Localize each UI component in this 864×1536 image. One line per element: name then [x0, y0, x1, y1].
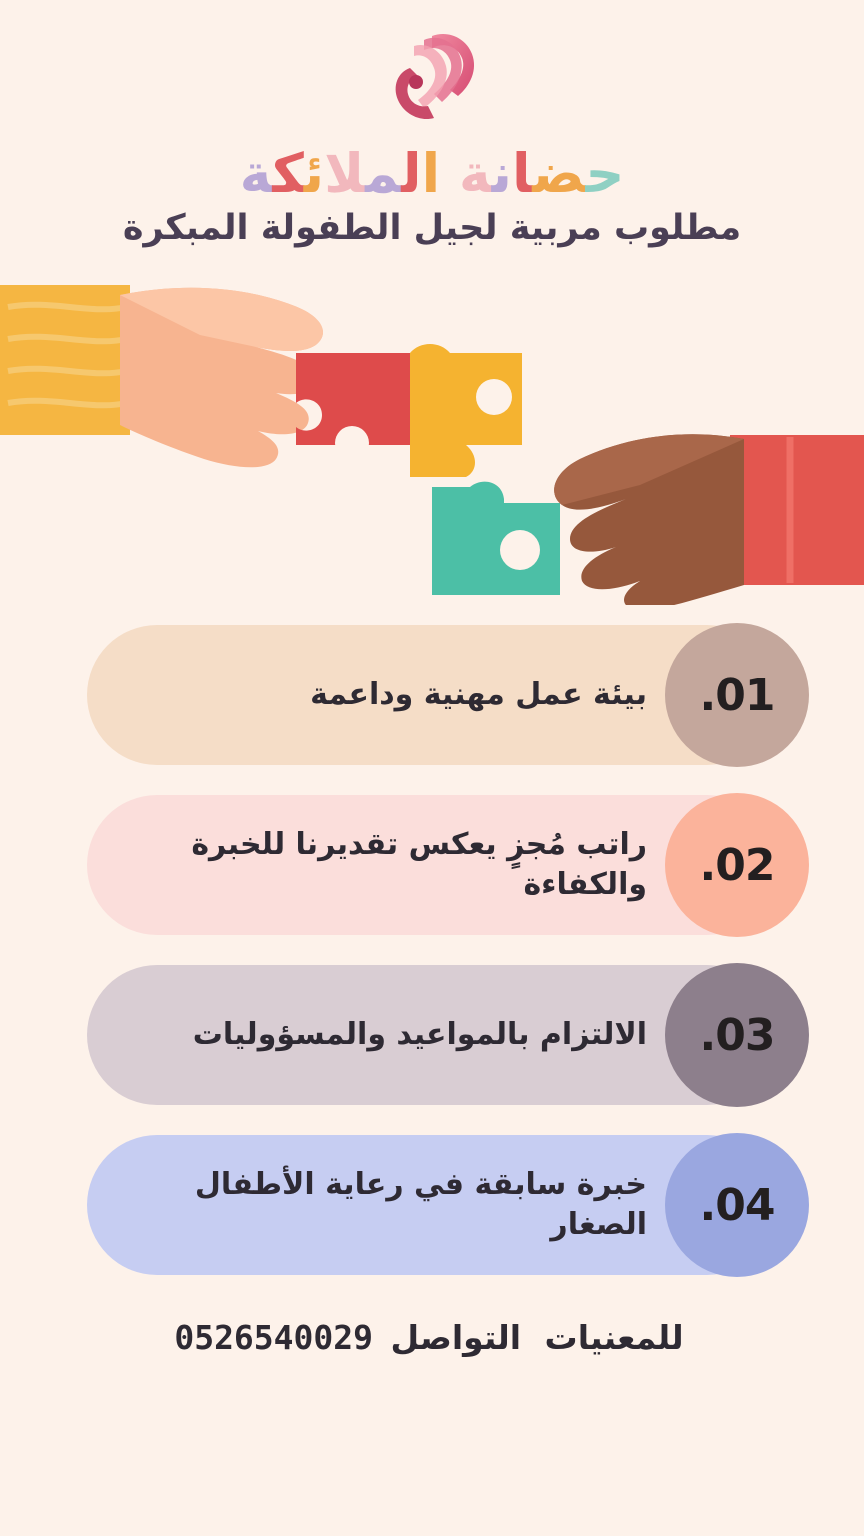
contact-prefix: للمعنيات	[544, 1318, 684, 1357]
benefit-text-4: خبرة سابقة في رعاية الأطفال الصغار	[194, 1166, 647, 1242]
benefit-row-4	[87, 1135, 777, 1275]
benefits-list	[0, 625, 864, 1305]
two-hands-puzzle-illustration	[0, 255, 864, 605]
benefit-text-3: الالتزام بالمواعيد والمسؤوليات	[192, 1016, 647, 1052]
contact-footer	[0, 1318, 864, 1357]
benefit-number-1: 01.	[665, 623, 809, 767]
benefit-number-2: 02.	[665, 793, 809, 937]
benefit-row-3	[87, 965, 777, 1105]
benefit-number-4: 04.	[665, 1133, 809, 1277]
benefit-text-2: راتب مُجزٍ يعكس تقديرنا للخبرة والكفاءة	[191, 826, 647, 902]
benefit-row-1	[87, 625, 777, 765]
poster-subtitle: مطلوب مربية لجيل الطفولة المبكرة	[122, 208, 742, 248]
brand-logo	[0, 28, 864, 205]
benefit-number-3: 03.	[665, 963, 809, 1107]
dove-hand-icon	[362, 28, 502, 138]
brand-name-text: حضانة الملئكة	[239, 142, 625, 205]
brand-name	[0, 142, 864, 205]
benefit-row-2	[87, 795, 777, 935]
contact-label: التواصل	[390, 1318, 522, 1357]
benefit-text-1: بيئة عمل مهنية وداعمة	[310, 676, 647, 712]
contact-phone[interactable]: 0526540029	[174, 1318, 374, 1357]
